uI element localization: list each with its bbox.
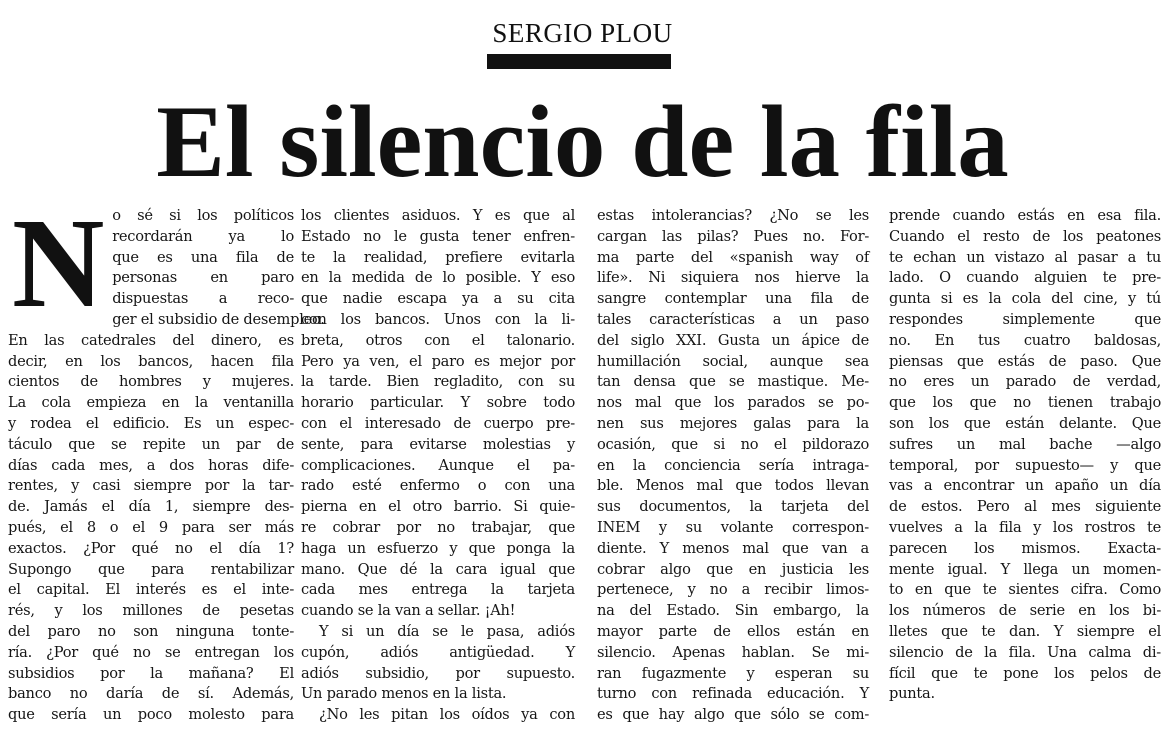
- text-line: personas en paro: [112, 269, 294, 287]
- text-line: ría. ¿Por qué no se entregan los: [8, 643, 294, 661]
- text-line: adiós subsidio, por supuesto.: [301, 664, 575, 682]
- text-line: temporal, por supuesto— y que: [889, 456, 1161, 474]
- text-line: los números de serie en los bi-: [889, 602, 1161, 620]
- text-line: de. Jamás el día 1, siempre des-: [8, 498, 294, 516]
- text-line: ran fugazmente y esperan su: [597, 664, 869, 682]
- text-line: que los que no tienen trabajo: [889, 394, 1161, 412]
- text-line: prende cuando estás en esa fila.: [889, 207, 1161, 224]
- text-line: lletes que te dan. Y siempre el: [889, 622, 1161, 640]
- text-line: cobrar algo que en justicia les: [597, 560, 869, 578]
- text-line: rentes, y casi siempre por la tar-: [8, 477, 294, 495]
- text-line: es que hay algo que sólo se com-: [597, 706, 869, 724]
- text-line: punta.: [889, 685, 935, 703]
- text-line: la tarde. Bien regladito, con su: [301, 373, 575, 391]
- text-line: ¿No les pitan los oídos ya con: [319, 706, 575, 724]
- text-line: turno con refinada educación. Y: [597, 685, 869, 703]
- text-line: vuelves a la fila y los rostros te: [889, 518, 1161, 536]
- text-line: del paro no son ninguna tonte-: [8, 622, 294, 640]
- text-line: no. En tus cuatro baldosas,: [889, 331, 1161, 349]
- text-line: sufres un mal bache —algo: [889, 435, 1161, 453]
- text-line: y rodea el edificio. Es un espec-: [8, 414, 294, 432]
- column-3: [597, 206, 869, 742]
- text-line: life». Ni siquiera nos hierve la: [597, 269, 869, 287]
- text-line: que nadie escapa ya a su cita: [301, 290, 575, 308]
- text-line: los clientes asiduos. Y es que al: [301, 207, 575, 224]
- text-line: re cobrar por no trabajar, que: [301, 518, 575, 536]
- text-line: cupón, adiós antigüedad. Y: [301, 643, 575, 661]
- text-line: Un parado menos en la lista.: [301, 685, 507, 703]
- text-line: rés, y los millones de pesetas: [8, 602, 294, 620]
- column-2: [301, 206, 575, 742]
- column-4: [889, 206, 1161, 742]
- text-line: sus documentos, la tarjeta del: [597, 498, 869, 516]
- text-line: to en que te sientes cifra. Como: [889, 581, 1161, 599]
- text-line: Estado no le gusta tener enfren-: [301, 227, 575, 245]
- text-line: ger el subsidio de desempleo.: [112, 310, 325, 328]
- text-line: el capital. El interés es el inte-: [8, 581, 294, 599]
- text-line: cargan las pilas? Pues no. For-: [597, 227, 869, 245]
- text-line: respondes simplemente que: [889, 310, 1161, 328]
- text-line: banco no daría de sí. Además,: [8, 685, 294, 703]
- text-line: con el interesado de cuerpo pre-: [301, 414, 575, 432]
- text-line: rado esté enfermo o con una: [301, 477, 575, 495]
- text-line: días cada mes, a dos horas dife-: [8, 456, 294, 474]
- text-line: son los que están delante. Que: [889, 414, 1161, 432]
- column-1: [8, 192, 325, 742]
- text-line: pués, el 8 o el 9 para ser más: [8, 518, 294, 536]
- byline-rule: [487, 54, 671, 69]
- text-line: gunta si es la cola del cine, y tú: [889, 290, 1161, 308]
- text-line: estas intolerancias? ¿No se les: [597, 207, 869, 224]
- text-line: mano. Que dé la cara igual que: [301, 560, 575, 578]
- text-line: humillación social, aunque sea: [597, 352, 869, 370]
- text-line: vas a encontrar un apaño un día: [889, 477, 1161, 495]
- text-line: Supongo que para rentabilizar: [8, 560, 294, 578]
- text-line: piensas que estás de paso. Que: [889, 352, 1161, 370]
- text-line: sente, para evitarse molestias y: [301, 435, 575, 453]
- headline: El silencio de la fila: [156, 85, 1009, 199]
- text-line: Y si un día se le pasa, adiós: [319, 622, 575, 640]
- text-line: que sería un poco molesto para: [8, 706, 294, 724]
- text-line: no eres un parado de verdad,: [889, 373, 1161, 391]
- text-line: parecen los mismos. Exacta-: [889, 539, 1161, 557]
- text-line: ble. Menos mal que todos llevan: [597, 477, 869, 495]
- text-line: En las catedrales del dinero, es: [8, 331, 294, 349]
- text-line: en la conciencia sería intraga-: [597, 456, 869, 474]
- text-line: cada mes entrega la tarjeta: [301, 581, 575, 599]
- text-line: Cuando el resto de los peatones: [889, 227, 1161, 245]
- text-line: táculo que se repite un par de: [8, 435, 294, 453]
- text-line: silencio. Apenas hablan. Se mi-: [597, 643, 869, 661]
- text-line: pertenece, y no a recibir limos-: [597, 581, 869, 599]
- drop-cap: N: [12, 192, 105, 334]
- text-line: o sé si los políticos: [112, 207, 294, 224]
- text-line: INEM y su volante correspon-: [597, 518, 869, 536]
- text-line: Pero ya ven, el paro es mejor por: [301, 352, 575, 370]
- text-line: haga un esfuerzo y que ponga la: [301, 539, 575, 557]
- text-line: recordarán ya lo: [112, 227, 294, 245]
- text-line: en la medida de lo posible. Y eso: [301, 269, 575, 287]
- text-line: dispuestas a reco-: [112, 290, 294, 308]
- text-line: te la realidad, prefiere evitarla: [301, 248, 575, 266]
- text-line: ocasión, que si no el pildorazo: [597, 435, 869, 453]
- text-line: sangre contemplar una fila de: [597, 290, 869, 308]
- text-line: cientos de hombres y mujeres.: [8, 373, 294, 391]
- text-line: mente igual. Y llega un momen-: [889, 560, 1161, 578]
- text-line: na del Estado. Sin embargo, la: [597, 602, 869, 620]
- text-line: que es una fila de: [112, 248, 294, 266]
- text-line: con los bancos. Unos con la li-: [301, 310, 575, 328]
- text-line: silencio de la fila. Una calma di-: [889, 643, 1161, 661]
- text-line: La cola empieza en la ventanilla: [8, 394, 294, 412]
- text-line: te echan un vistazo al pasar a tu: [889, 248, 1161, 266]
- text-line: decir, en los bancos, hacen fila: [8, 352, 294, 370]
- text-line: pierna en el otro barrio. Si quie-: [301, 498, 575, 516]
- text-line: de estos. Pero al mes siguiente: [889, 498, 1161, 516]
- text-line: cuando se la van a sellar. ¡Ah!: [301, 602, 516, 620]
- text-line: del siglo XXI. Gusta un ápice de: [597, 331, 869, 349]
- text-line: diente. Y menos mal que van a: [597, 539, 869, 557]
- text-line: tales características a un paso: [597, 310, 869, 328]
- text-line: horario particular. Y sobre todo: [301, 394, 575, 412]
- text-line: ma parte del «spanish way of: [597, 248, 869, 266]
- text-line: lado. O cuando alguien te pre-: [889, 269, 1161, 287]
- text-line: nen sus mejores galas para la: [597, 414, 869, 432]
- text-line: mayor parte de ellos están en: [597, 622, 869, 640]
- text-line: breta, otros con el talonario.: [301, 331, 575, 349]
- text-line: subsidios por la mañana? El: [8, 664, 294, 682]
- text-line: nos mal que los parados se po-: [597, 394, 869, 412]
- text-line: tan densa que se mastique. Me-: [597, 373, 869, 391]
- text-line: exactos. ¿Por qué no el día 1?: [8, 539, 294, 557]
- byline: SERGIO PLOU: [492, 18, 673, 48]
- text-line: fícil que te pone los pelos de: [889, 664, 1161, 682]
- text-line: complicaciones. Aunque el pa-: [301, 456, 575, 474]
